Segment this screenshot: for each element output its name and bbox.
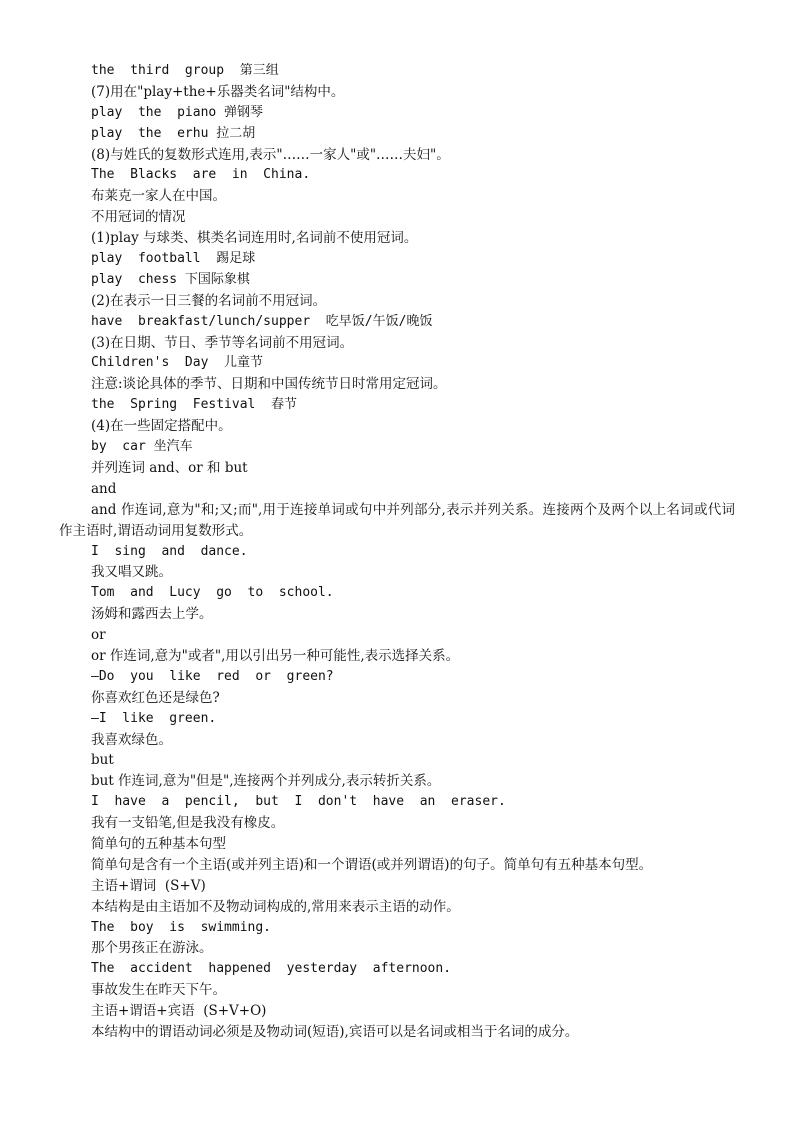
text-line: The accident happened yesterday afternoon. [91,961,452,977]
text-line: 注意:谈论具体的季节、日期和中国传统节日时常用定冠词。 [91,376,447,393]
text-line: or 作连词,意为"或者",用以引出另一种可能性,表示选择关系。 [91,647,460,664]
text-line: play chess 下国际象棋 [91,271,250,287]
text-line: or [91,627,106,644]
text-line: 布莱克一家人在中国。 [91,188,226,205]
text-line: 你喜欢红色还是绿色? [91,689,220,706]
text-line: 本结构是由主语加不及物动词构成的,常用来表示主语的动作。 [91,898,460,915]
text-line: play the piano 弹钢琴 [91,104,264,120]
text-line: play the erhu 拉二胡 [91,125,256,141]
text-line: Tom and Lucy go to school. [91,585,334,601]
text-line: 汤姆和露西去上学。 [91,606,213,623]
text-line: The Blacks are in China. [91,167,311,183]
text-line: 本结构中的谓语动词必须是及物动词(短语),宾语可以是名词或相当于名词的成分。 [91,1024,579,1041]
text-line: (8)与姓氏的复数形式连用,表示"……一家人"或"……夫妇"。 [91,146,450,163]
text-line: (7)用在"play+the+乐器类名词"结构中。 [91,83,345,100]
text-line: (1)play 与球类、棋类名词连用时,名词前不使用冠词。 [91,230,418,247]
text-line: (2)在表示一日三餐的名词前不用冠词。 [91,292,327,309]
text-line: 我有一支铅笔,但是我没有橡皮。 [91,815,285,832]
text-line: 那个男孩正在游泳。 [91,940,213,957]
section-heading: 并列连词 and、or 和 but [91,459,248,476]
text-line: have breakfast/lunch/supper 吃早饭/午饭/晚饭 [91,313,433,329]
document-body [59,61,735,1043]
text-line: 主语+谓词 (S+V) [91,877,206,894]
paragraph: 简单句是含有一个主语(或并列主语)和一个谓语(或并列谓语)的句子。简单句有五种基本句型。 [91,856,653,873]
paragraph: and 作连词,意为"和;又;而",用于连接单词或句中并列部分,表示并列关系。连接两个及两个以上名词或代词作主语时,谓语动词用复数形式。 [59,501,735,539]
text-line: —I like green. [91,710,217,726]
text-line: The boy is swimming. [91,919,272,935]
text-line: I have a pencil, but I don't have an eraser. [91,794,506,810]
text-line: (3)在日期、节日、季节等名词前不用冠词。 [91,334,354,351]
text-line: the third group 第三组 [91,63,279,78]
text-line: 我又唱又跳。 [91,564,172,581]
text-line: but 作连词,意为"但是",连接两个并列成分,表示转折关系。 [91,773,441,790]
text-line: 我喜欢绿色。 [91,731,172,748]
text-line: by car 坐汽车 [91,439,193,455]
section-heading: 简单句的五种基本句型 [91,835,226,852]
text-line: the Spring Festival 春节 [91,397,298,413]
text-line: I sing and dance. [91,543,248,559]
text-line: but [91,752,114,769]
text-line: —Do you like red or green? [91,668,334,684]
text-line: 事故发生在昨天下午。 [91,982,226,999]
text-line: and [91,480,117,497]
text-line: Children's Day 儿童节 [91,355,264,371]
text-line: (4)在一些固定搭配中。 [91,418,232,435]
section-heading: 不用冠词的情况 [91,209,186,226]
text-line: play football 踢足球 [91,251,256,267]
text-line: 主语+谓语+宾语 (S+V+O) [91,1003,267,1020]
